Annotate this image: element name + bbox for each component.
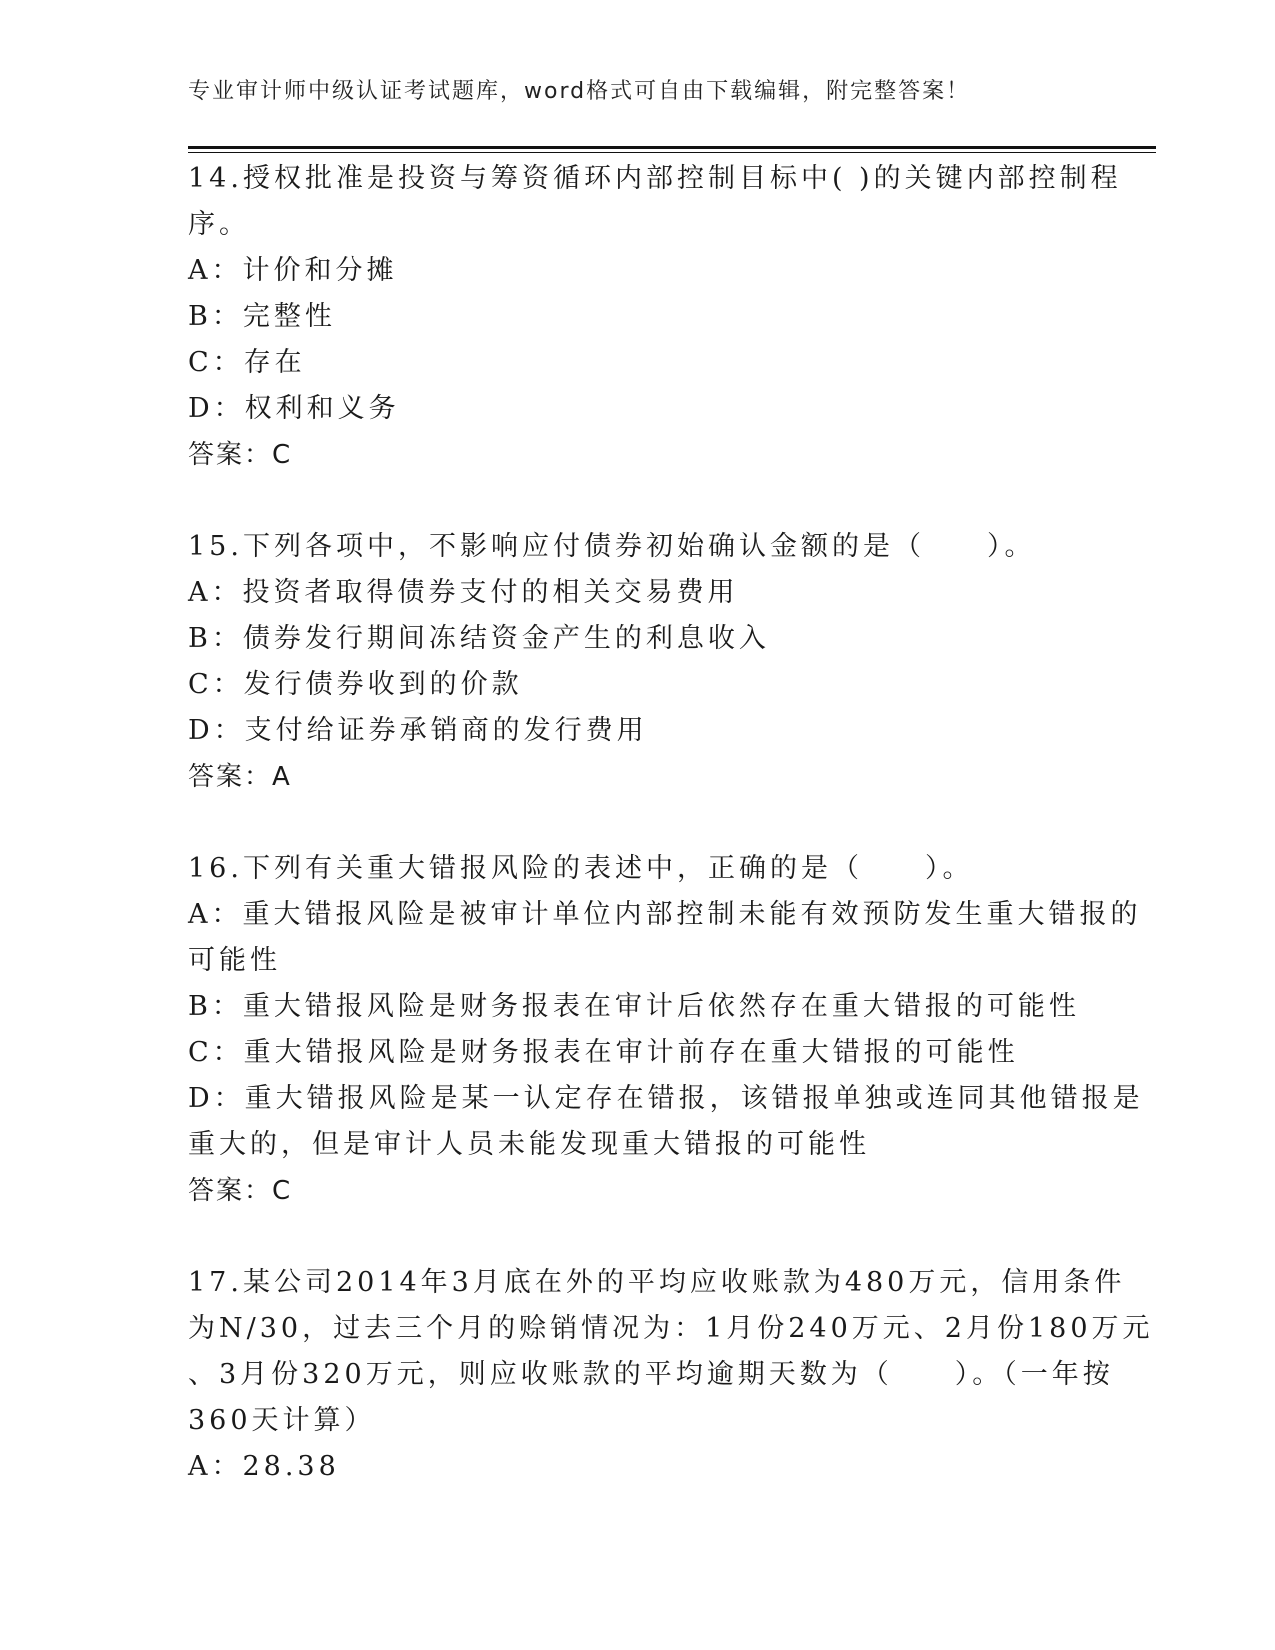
question-stem: 序。: [188, 209, 250, 240]
option-d: D：重大错报风险是某一认定存在错报，该错报单独或连同其他错报是: [188, 1083, 1144, 1114]
option-c: C：存在: [188, 347, 306, 378]
question-17: [188, 1260, 1154, 1490]
answer-label: 答案：C: [188, 1176, 293, 1206]
question-stem: 16.下列有关重大错报风险的表述中，正确的是（ ）。: [188, 853, 974, 884]
question-stem: 、3月份320万元，则应收账款的平均逾期天数为（ ）。（一年按: [188, 1359, 1114, 1390]
question-stem: 为N/30，过去三个月的赊销情况为：1月份240万元、2月份180万元: [188, 1313, 1154, 1344]
option-b: B：重大错报风险是财务报表在审计后依然存在重大错报的可能性: [188, 991, 1080, 1022]
question-list: [188, 156, 1154, 1490]
header-divider-thin: [188, 152, 1156, 153]
question-14: [188, 156, 1122, 478]
option-a: A：计价和分摊: [188, 255, 398, 286]
option-a: A：重大错报风险是被审计单位内部控制未能有效预防发生重大错报的: [188, 899, 1142, 930]
question-15: [188, 524, 1088, 800]
option-c: C：重大错报风险是财务报表在审计前存在重大错报的可能性: [188, 1037, 1019, 1068]
question-16: [188, 846, 1144, 1214]
answer-label: 答案：A: [188, 762, 292, 792]
question-stem: 14.授权批准是投资与筹资循环内部控制目标中( )的关键内部控制程: [188, 163, 1122, 194]
option-a: A：投资者取得债券支付的相关交易费用: [188, 577, 739, 608]
option-c: C：发行债券收到的价款: [188, 669, 523, 700]
question-stem: 360天计算）: [188, 1405, 376, 1436]
question-stem: 15.下列各项中，不影响应付债券初始确认金额的是（ ）。: [188, 531, 1036, 562]
option-d-cont: 重大的，但是审计人员未能发现重大错报的可能性: [188, 1129, 870, 1160]
header-divider: [188, 146, 1156, 149]
option-d: D：权利和义务: [188, 393, 400, 424]
option-a-cont: 可能性: [188, 945, 281, 976]
option-b: B：完整性: [188, 301, 336, 332]
question-stem: 17.某公司2014年3月底在外的平均应收账款为480万元，信用条件: [188, 1267, 1126, 1298]
option-d: D：支付给证券承销商的发行费用: [188, 715, 648, 746]
option-b: B：债券发行期间冻结资金产生的利息收入: [188, 623, 770, 654]
answer-label: 答案：C: [188, 440, 293, 470]
option-a: A：28.38: [188, 1451, 340, 1482]
page-header: 专业审计师中级认证考试题库，word格式可自由下载编辑，附完整答案！: [188, 79, 971, 104]
